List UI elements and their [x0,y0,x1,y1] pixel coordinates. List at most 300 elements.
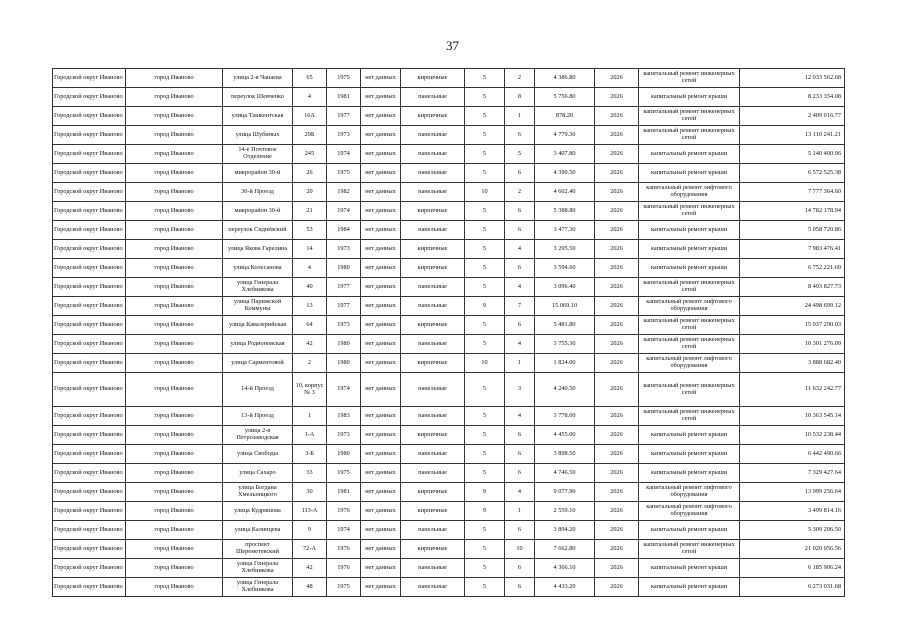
table-cell: нет данных [361,316,401,335]
table-cell: кирпичные [401,426,465,445]
table-cell: 6 273 031.68 [740,578,845,597]
table-cell: 1975 [327,464,361,483]
table-cell: 13-й Проезд [223,407,293,426]
table-cell: капитальный ремонт крыши [639,559,740,578]
table-row [53,578,845,597]
table-cell: 2026 [595,335,639,354]
table-cell: 8 233 354.08 [740,88,845,107]
table-cell: Городской округ Иваново [53,221,126,240]
table-cell: город Иваново [126,183,223,202]
table-cell: 3 295.50 [535,240,595,259]
table-cell: 15 069.10 [535,297,595,316]
table-cell: 2026 [595,521,639,540]
table-cell: 5 [465,88,505,107]
table-cell: 72-А [293,540,327,559]
table-cell: нет данных [361,559,401,578]
table-cell: 6 [505,578,535,597]
table-cell: кирпичные [401,240,465,259]
table-cell: кирпичные [401,316,465,335]
table-cell: улица Сарментовой [223,354,293,373]
table-row [53,183,845,202]
table-cell: 1981 [327,483,361,502]
table-cell: 2026 [595,578,639,597]
table-cell: панельные [401,126,465,145]
table-cell: нет данных [361,407,401,426]
table-cell: капитальный ремонт лифтового оборудования [639,297,740,316]
table-cell: 40 [293,278,327,297]
table-cell: город Иваново [126,445,223,464]
table-cell: микрорайон 30-й [223,202,293,221]
table-cell: Городской округ Иваново [53,426,126,445]
table-cell: 21 [293,202,327,221]
table-cell: 30-й Проезд [223,183,293,202]
table-cell: капитальный ремонт крыши [639,426,740,445]
table-cell: 2026 [595,107,639,126]
table-cell: город Иваново [126,164,223,183]
table-cell: панельные [401,373,465,407]
table-cell: Городской округ Иваново [53,407,126,426]
table-cell: нет данных [361,202,401,221]
table-cell: Городской округ Иваново [53,126,126,145]
table-cell: 4 [505,483,535,502]
table-cell: 4 455.00 [535,426,595,445]
table-cell: панельные [401,445,465,464]
table-cell: капитальный ремонт крыши [639,88,740,107]
table-cell: 21 020 056.56 [740,540,845,559]
table-cell: 5 [465,107,505,126]
table-cell: 5 [465,145,505,164]
table-cell: 5 [505,145,535,164]
table-cell: капитальный ремонт инженерных сетей [639,69,740,88]
table-cell: панельные [401,559,465,578]
table-cell: 16А [293,107,327,126]
table-cell: улица Калинцева [223,521,293,540]
table-cell: 6 [505,202,535,221]
table-cell: 6 [505,126,535,145]
table-cell: капитальный ремонт инженерных сетей [639,407,740,426]
table-cell: 11 632 242.77 [740,373,845,407]
table-cell: нет данных [361,354,401,373]
table-cell: нет данных [361,278,401,297]
table-cell: капитальный ремонт инженерных сетей [639,316,740,335]
table-cell: 1977 [327,278,361,297]
table-cell: 9 077.90 [535,483,595,502]
table-cell: нет данных [361,240,401,259]
table-cell: улица Генерала Хлебникова [223,559,293,578]
table-cell: 2026 [595,126,639,145]
table-cell: 2026 [595,407,639,426]
table-cell: 1976 [327,540,361,559]
table-cell: капитальный ремонт лифтового оборудования [639,483,740,502]
table-cell: 6 442 490.66 [740,445,845,464]
table-cell: 245 [293,145,327,164]
table-cell: Городской округ Иваново [53,297,126,316]
table-cell: 1 [505,107,535,126]
table-cell: Городской округ Иваново [53,278,126,297]
table-cell: 1974 [327,521,361,540]
table-cell: улица Кудряшова [223,502,293,521]
table-cell: 10 [505,540,535,559]
table-cell: панельные [401,183,465,202]
table-cell: 3 [505,373,535,407]
table-cell: город Иваново [126,69,223,88]
table-cell: 5 140 400.96 [740,145,845,164]
table-cell: 1977 [327,107,361,126]
table-cell: 5 481.80 [535,316,595,335]
table-row [53,373,845,407]
table-cell: город Иваново [126,278,223,297]
table-cell: капитальный ремонт крыши [639,578,740,597]
table-cell: 1980 [327,335,361,354]
table-cell: 2 [505,183,535,202]
table-cell: 1982 [327,183,361,202]
table-cell: панельные [401,335,465,354]
table-row [53,445,845,464]
table-cell: нет данных [361,297,401,316]
table-cell: 4 [505,240,535,259]
table-cell: 12 033 562.68 [740,69,845,88]
table-cell: 9 [293,521,327,540]
table-cell: 2026 [595,426,639,445]
table-cell: 2026 [595,145,639,164]
table-cell: город Иваново [126,426,223,445]
table-cell: 1973 [327,240,361,259]
table-cell: улица Богдана Хмельницкого [223,483,293,502]
table-cell: 14-е Почтовое Отделение [223,145,293,164]
table-cell: 9 [465,502,505,521]
table-cell: нет данных [361,335,401,354]
table-row [53,540,845,559]
table-cell: 6 [505,221,535,240]
table-cell: панельные [401,164,465,183]
table-row [53,221,845,240]
table-cell: панельные [401,407,465,426]
table-cell: 4 779.30 [535,126,595,145]
table-cell: улица Родионовская [223,335,293,354]
table-row [53,464,845,483]
table-cell: 2026 [595,502,639,521]
table-cell: Городской округ Иваново [53,240,126,259]
table-cell: улица Ташкентская [223,107,293,126]
table-cell: 10, корпус № 3 [293,373,327,407]
table-cell: 7 777 364.60 [740,183,845,202]
table-cell: 1 [293,407,327,426]
table-cell: нет данных [361,464,401,483]
table-cell: нет данных [361,483,401,502]
table-cell: панельные [401,278,465,297]
table-row [53,259,845,278]
table-cell: город Иваново [126,354,223,373]
table-cell: 42 [293,559,327,578]
table-cell: капитальный ремонт крыши [639,464,740,483]
table-cell: кирпичные [401,483,465,502]
table-cell: проспект Шереметевский [223,540,293,559]
table-cell: капитальный ремонт инженерных сетей [639,202,740,221]
page-number: 37 [446,38,459,53]
table-cell: 7 983 476.41 [740,240,845,259]
table-cell: 1-А [293,426,327,445]
table-cell: 42 [293,335,327,354]
table-cell: 1973 [327,426,361,445]
table-cell: 2026 [595,183,639,202]
table-cell: 1977 [327,297,361,316]
table-cell: 5 [465,316,505,335]
table-cell: 2 [293,354,327,373]
table-cell: 2026 [595,164,639,183]
table-cell: город Иваново [126,502,223,521]
table-cell: 3 755.30 [535,335,595,354]
table-cell: 6 572 525.38 [740,164,845,183]
table-cell: 10 [465,183,505,202]
table-cell: капитальный ремонт крыши [639,240,740,259]
table-cell: город Иваново [126,373,223,407]
table-cell: 10 363 545.14 [740,407,845,426]
table-cell: Городской округ Иваново [53,202,126,221]
table-cell: капитальный ремонт крыши [639,521,740,540]
table-cell: 5 [465,426,505,445]
table-cell: 6 [505,521,535,540]
table-cell: 6 [505,164,535,183]
table-cell: 2026 [595,354,639,373]
table-row [53,145,845,164]
table-cell: 4 240.50 [535,373,595,407]
table-cell: 1983 [327,407,361,426]
table-cell: 5 [465,240,505,259]
table-cell: улица Сахаро [223,464,293,483]
table-cell: нет данных [361,502,401,521]
table-cell: панельные [401,464,465,483]
table-cell: 7 [505,297,535,316]
table-cell: 2026 [595,202,639,221]
table-cell: 1976 [327,559,361,578]
table-cell: 1975 [327,164,361,183]
table-cell: 65 [293,69,327,88]
table-cell: Городской округ Иваново [53,69,126,88]
table-cell: 9 [465,483,505,502]
table-cell: 1984 [327,221,361,240]
table-cell: 2 409 016.77 [740,107,845,126]
table-cell: кирпичные [401,502,465,521]
table-cell: 5 [465,259,505,278]
table-cell: 6 [505,445,535,464]
table-cell: 3 894.20 [535,521,595,540]
table-cell: 6 [505,426,535,445]
table-cell: переулок Шевченко [223,88,293,107]
table-cell: 2 [505,69,535,88]
table-row [53,354,845,373]
table-cell: улица Парижской Коммуны [223,297,293,316]
table-cell: 2026 [595,559,639,578]
table-row [53,126,845,145]
table-cell: 2026 [595,445,639,464]
table-cell: нет данных [361,426,401,445]
table-cell: 113-А [293,502,327,521]
table-cell: 13 999 256.64 [740,483,845,502]
table-cell: 1980 [327,259,361,278]
table-row [53,426,845,445]
table-cell: нет данных [361,259,401,278]
table-cell: город Иваново [126,335,223,354]
table-cell: 5 388.80 [535,202,595,221]
table-cell: 5 [465,278,505,297]
table-cell: 7 662.80 [535,540,595,559]
table-cell: капитальный ремонт крыши [639,145,740,164]
table-cell: 3 499 814.16 [740,502,845,521]
table-cell: Городской округ Иваново [53,483,126,502]
table-cell: 2026 [595,540,639,559]
table-cell: капитальный ремонт лифтового оборудования [639,183,740,202]
table-cell: Городской округ Иваново [53,145,126,164]
table-cell: 4 386.80 [535,69,595,88]
table-cell: панельные [401,221,465,240]
table-cell: 9 [465,297,505,316]
table-cell: 53 [293,221,327,240]
table-cell: Городской округ Иваново [53,373,126,407]
table-cell: капитальный ремонт крыши [639,221,740,240]
table-cell: 5 [465,69,505,88]
table-cell: 2026 [595,316,639,335]
table-cell: 1 824.00 [535,354,595,373]
table-cell: 10 301 276.09 [740,335,845,354]
table-row [53,202,845,221]
table-cell: нет данных [361,373,401,407]
table-cell: кирпичные [401,69,465,88]
table-cell: Городской округ Иваново [53,164,126,183]
table-cell: город Иваново [126,297,223,316]
table-cell: 1 [505,354,535,373]
table-row [53,297,845,316]
table-cell: 5 [465,464,505,483]
table-cell: 2026 [595,464,639,483]
table-cell: улица Свободы [223,445,293,464]
table-cell: панельные [401,88,465,107]
table-row [53,69,845,88]
table-cell: улица 2-я Петрозаводская [223,426,293,445]
table-row [53,278,845,297]
table-cell: 4 [505,278,535,297]
table-cell: улица Якова Гарелина [223,240,293,259]
table-cell: Городской округ Иваново [53,107,126,126]
table-cell: 1973 [327,316,361,335]
table-cell: 1974 [327,373,361,407]
table-cell: город Иваново [126,578,223,597]
table-cell: нет данных [361,164,401,183]
table-cell: 1974 [327,145,361,164]
table-cell: 3 407.80 [535,145,595,164]
table-row [53,88,845,107]
table-cell: 15 037 290.03 [740,316,845,335]
table-cell: 3 888 682.40 [740,354,845,373]
table-cell: 6 [505,316,535,335]
table-cell: капитальный ремонт лифтового оборудования [639,354,740,373]
table-cell: кирпичные [401,202,465,221]
table-cell: кирпичные [401,259,465,278]
table-cell: 1980 [327,354,361,373]
table-cell: 2026 [595,69,639,88]
table-cell: 4 433.20 [535,578,595,597]
table-cell: 4 366.10 [535,559,595,578]
table-cell: 13 [293,297,327,316]
table-cell: 8 [505,88,535,107]
table-cell: Городской округ Иваново [53,445,126,464]
table-cell: 5 [465,335,505,354]
table-cell: 1981 [327,88,361,107]
table-cell: 5 309 206.50 [740,521,845,540]
table-cell: нет данных [361,88,401,107]
table-cell: Городской округ Иваново [53,183,126,202]
table-cell: 5 [465,373,505,407]
table-cell: капитальный ремонт крыши [639,445,740,464]
table-cell: 5 [465,126,505,145]
table-cell: 2026 [595,221,639,240]
table-cell: 3 096.40 [535,278,595,297]
table-cell: капитальный ремонт инженерных сетей [639,107,740,126]
table-cell: нет данных [361,578,401,597]
table-cell: капитальный ремонт инженерных сетей [639,278,740,297]
table-row [53,483,845,502]
table-cell: Городской округ Иваново [53,502,126,521]
table-cell: панельные [401,145,465,164]
table-cell: 6 [505,259,535,278]
table-cell: 5 [465,407,505,426]
table-cell: 2 559.10 [535,502,595,521]
table-cell: Городской округ Иваново [53,540,126,559]
table-cell: 4 390.50 [535,164,595,183]
table-cell: 2026 [595,259,639,278]
table-cell: город Иваново [126,483,223,502]
table-cell: 6 [505,464,535,483]
table-cell: нет данных [361,145,401,164]
table-cell: 10 [465,354,505,373]
table-cell: 64 [293,316,327,335]
table-cell: 10 532 238.44 [740,426,845,445]
table-cell: город Иваново [126,107,223,126]
table-cell: город Иваново [126,221,223,240]
table-cell: город Иваново [126,316,223,335]
table-cell: нет данных [361,221,401,240]
table-cell: улица Кавалерийская [223,316,293,335]
table-cell: 1976 [327,502,361,521]
table-cell: 5 [465,445,505,464]
table-cell: город Иваново [126,88,223,107]
table-cell: 5 [465,164,505,183]
table-row [53,316,845,335]
table-cell: нет данных [361,69,401,88]
table-body [53,69,845,597]
table-cell: город Иваново [126,407,223,426]
table-cell: Городской округ Иваново [53,354,126,373]
table-cell: Городской округ Иваново [53,559,126,578]
table-cell: 1 [505,502,535,521]
table-row [53,107,845,126]
table-cell: 3 477.30 [535,221,595,240]
table-cell: капитальный ремонт лифтового оборудования [639,502,740,521]
table-cell: 5 [465,559,505,578]
table-cell: капитальный ремонт инженерных сетей [639,373,740,407]
table-cell: город Иваново [126,145,223,164]
table-cell: улица Генерала Хлебникова [223,578,293,597]
table-cell: город Иваново [126,240,223,259]
table-row [53,502,845,521]
table-cell: капитальный ремонт крыши [639,164,740,183]
table-cell: 8 493 827.73 [740,278,845,297]
table-cell: 2026 [595,240,639,259]
table-cell: 14-й Проезд [223,373,293,407]
table-cell: 2026 [595,373,639,407]
table-cell: город Иваново [126,559,223,578]
table-cell: 1975 [327,69,361,88]
table-cell: 4 [505,407,535,426]
